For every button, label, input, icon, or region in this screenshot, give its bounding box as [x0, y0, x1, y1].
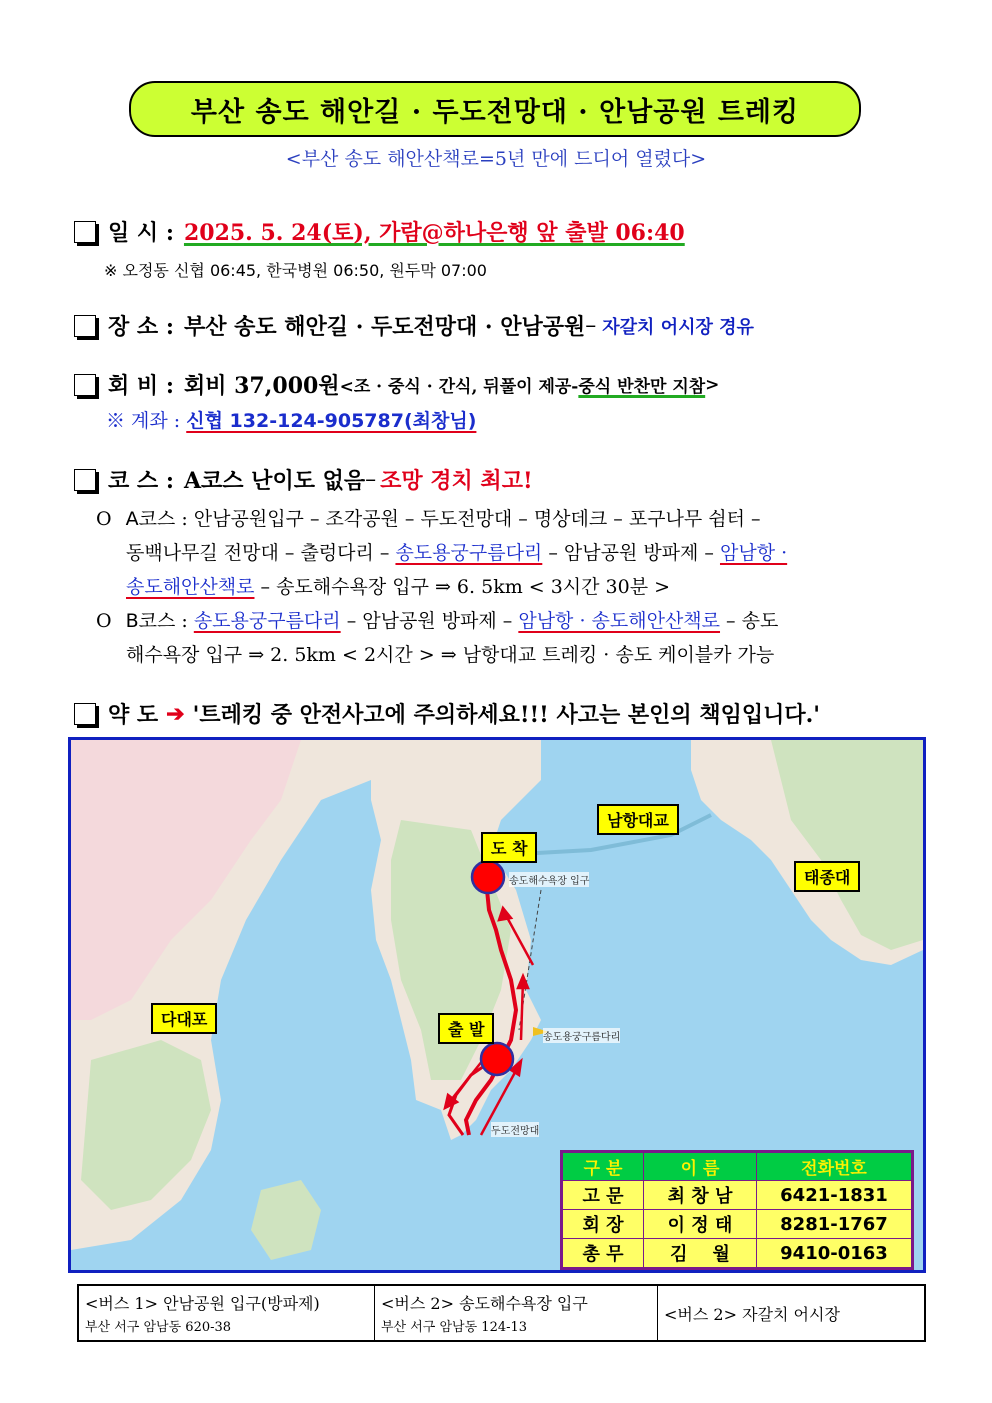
schedule-note: ※ 오정동 신협 06:45, 한국병원 06:50, 원두막 07:00: [104, 261, 487, 280]
course-label: 코 스 :: [108, 468, 174, 494]
a-course-line3: – 송도해수욕장 입구 ⇒ 6. 5km < 3시간 30분 >: [254, 576, 671, 598]
table-row: [562, 1181, 913, 1210]
b-course-trail: 암남항 · 송도해안산책로: [518, 610, 721, 632]
place-label: 장 소 :: [108, 314, 174, 340]
bus-address: 부산 서구 암남동 124-13: [381, 1320, 528, 1335]
checkbox-icon: [74, 315, 96, 337]
bullet-icon: O: [96, 610, 112, 632]
b-course-line2: 해수욕장 입구 ⇒ 2. 5km < 2시간 > ⇒ 남항대교 트레킹 · 송도 케이블카 가능: [126, 644, 775, 666]
table-row: [562, 1210, 913, 1239]
b-course: [96, 604, 778, 672]
arrive-label: 도 착: [481, 832, 537, 863]
fee-value: 회비 37,000원: [183, 373, 340, 399]
start-marker: [481, 1043, 513, 1075]
place-row: [74, 310, 754, 341]
map-warning: '트레킹 중 안전사고에 주의하세요!!! 사고는 본인의 책임입니다.': [192, 702, 820, 728]
contact-name: 최 창 남: [644, 1181, 757, 1210]
subtitle: <부산 송도 해안산책로=5년 만에 드디어 열렸다>: [285, 148, 707, 170]
dadaepo-label: 다대포: [151, 1003, 217, 1034]
bus-table: [77, 1284, 926, 1342]
a-course-trail: 송도해안산책로: [126, 576, 255, 598]
taejongdae-label: 태종대: [794, 861, 860, 892]
account-label: ※ 계좌 :: [106, 410, 187, 432]
course-value: A코스 난이도 없음: [183, 468, 366, 494]
bullet-icon: O: [96, 508, 112, 530]
bus-title: <버스 2> 자갈치 어시장: [664, 1304, 840, 1324]
b-course-colon: :: [175, 610, 194, 632]
bus-title: <버스 2> 송도해수욕장 입구: [381, 1294, 588, 1313]
account-value: 신협 132-124-905787(최창님): [186, 410, 477, 432]
contact-role: 회 장: [562, 1210, 644, 1239]
contact-role: 고 문: [562, 1181, 644, 1210]
fee-label: 회 비 :: [108, 373, 174, 399]
b-course-name: B코스: [125, 610, 176, 632]
header-role: 구 분: [562, 1152, 644, 1181]
fee-detail-prefix: <조 · 중식 · 간식, 뒤풀이 제공-: [339, 377, 579, 397]
fee-detail-green: 중식 반찬만 지참: [578, 377, 706, 397]
place-dash: –: [585, 313, 597, 338]
schedule-value: 2025. 5. 24(토), 가람@하나은행 앞 출발 06:40: [183, 220, 685, 246]
table-row: [562, 1239, 913, 1269]
a-course-bridge: 송도용궁구름다리: [395, 542, 543, 564]
contacts-header-row: [562, 1152, 913, 1181]
header-phone: 전화번호: [757, 1152, 913, 1181]
b-course-line1c: – 송도: [720, 610, 779, 632]
contact-phone: 8281-1767: [757, 1210, 913, 1239]
contacts-table: [560, 1150, 914, 1270]
fee-detail-suffix: >: [705, 374, 720, 395]
a-course-line2b: – 암남공원 방파제 –: [542, 542, 720, 564]
map-label: 약 도: [108, 702, 159, 728]
arrive-marker: [472, 861, 504, 893]
a-course-line2: 동백나무길 전망대 – 출렁다리 –: [126, 542, 396, 564]
course-dash: –: [365, 467, 377, 492]
bus-cell: [375, 1285, 658, 1341]
bus-cell: [658, 1285, 926, 1341]
bus-row: [78, 1285, 925, 1341]
checkbox-icon: [74, 374, 96, 396]
schedule-row: [74, 216, 685, 247]
bus-title: <버스 1> 안남공원 입구(방파제): [85, 1294, 320, 1313]
bus-cell: [78, 1285, 375, 1341]
fee-row: [74, 369, 719, 400]
a-course-line1: : 안남공원입구 – 조각공원 – 두도전망대 – 명상데크 – 포구나무 쉼터 –: [175, 508, 761, 530]
arrow-icon: ➔: [166, 700, 185, 727]
checkbox-icon: [74, 703, 96, 725]
place-extra: 자갈치 어시장 경유: [602, 316, 754, 338]
place-value: 부산 송도 해안길 · 두도전망대 · 안남공원: [183, 314, 586, 340]
contact-name: 김 월: [644, 1239, 757, 1269]
page-title: 부산 송도 해안길 · 두도전망대 · 안남공원 트레킹: [129, 81, 861, 137]
contact-name: 이 정 태: [644, 1210, 757, 1239]
bus-address: 부산 서구 암남동 620-38: [85, 1320, 232, 1335]
checkbox-icon: [74, 221, 96, 243]
a-course: [96, 502, 787, 604]
contact-role: 총 무: [562, 1239, 644, 1269]
map-row: [74, 698, 820, 729]
checkbox-icon: [74, 469, 96, 491]
beach-point-label: 송도해수욕장 입구: [509, 872, 589, 887]
observatory-point-label: 두도전망대: [491, 1122, 539, 1137]
schedule-label: 일 시 :: [108, 220, 174, 246]
contact-phone: 9410-0163: [757, 1239, 913, 1269]
start-label: 출 발: [438, 1013, 494, 1044]
course-row: [74, 464, 533, 495]
b-course-line1: – 암남공원 방파제 –: [340, 610, 519, 632]
contact-phone: 6421-1831: [757, 1181, 913, 1210]
a-course-name: A코스: [125, 508, 176, 530]
b-course-bridge: 송도용궁구름다리: [193, 610, 341, 632]
a-course-amnam: 암남항 ·: [719, 542, 788, 564]
bridge-point-label: 송도용궁구름다리: [543, 1028, 620, 1043]
account-row: [106, 406, 476, 433]
namhang-label: 남항대교: [597, 804, 679, 835]
header-name: 이 름: [644, 1152, 757, 1181]
course-extra: 조망 경치 최고!: [380, 468, 533, 494]
